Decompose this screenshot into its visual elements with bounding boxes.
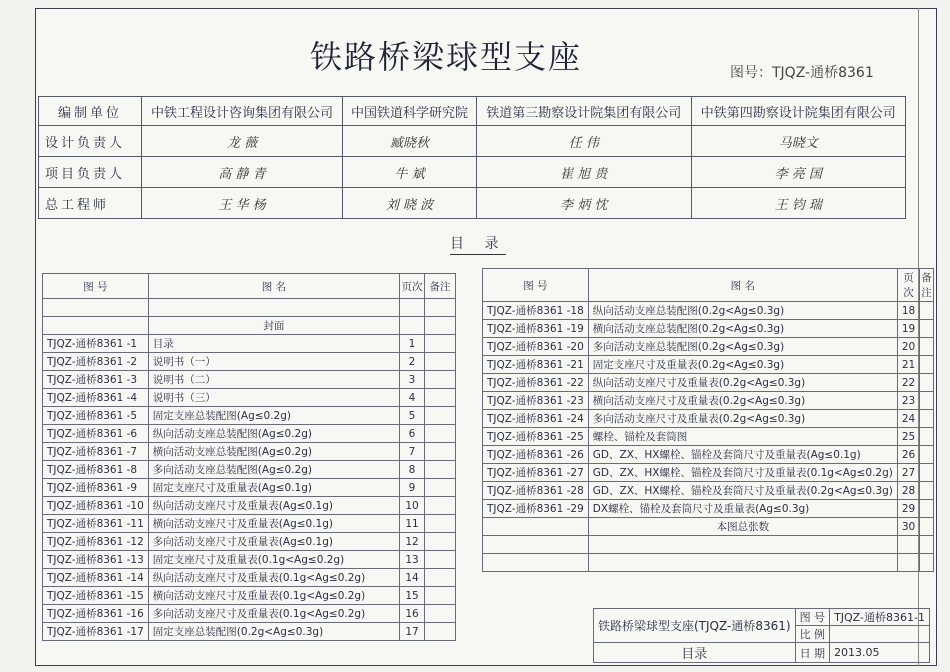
toc-drawing-no: TJQZ-通桥8361 -22 bbox=[483, 374, 589, 392]
toc-drawing-no: TJQZ-通桥8361 -29 bbox=[483, 500, 589, 518]
toc-remark bbox=[425, 497, 456, 515]
toc-page bbox=[400, 299, 425, 317]
toc-title: 目 录 bbox=[450, 233, 506, 255]
signature: 崔 旭 贵 bbox=[477, 157, 691, 188]
toc-row bbox=[43, 425, 456, 443]
toc-page: 25 bbox=[897, 428, 919, 446]
toc-row bbox=[483, 464, 934, 482]
toc-drawing-name: 纵向活动支座尺寸及重量表(0.1g<Ag≤0.2g) bbox=[148, 569, 399, 587]
toc-row bbox=[483, 428, 934, 446]
toc-remark bbox=[920, 320, 934, 338]
toc-drawing-name: 纵向活动支座尺寸及重量表(0.2g<Ag≤0.3g) bbox=[588, 374, 897, 392]
toc-drawing-no: TJQZ-通桥8361 -8 bbox=[43, 461, 149, 479]
document-title: 铁路桥梁球型支座 bbox=[310, 38, 583, 76]
toc-drawing-name: 多向活动支座尺寸及重量表(0.1g<Ag≤0.2g) bbox=[148, 605, 399, 623]
toc-row bbox=[43, 587, 456, 605]
toc-drawing-no bbox=[483, 554, 589, 572]
toc-drawing-name: 说明书（二） bbox=[148, 371, 399, 389]
toc-row bbox=[483, 356, 934, 374]
toc-page: 8 bbox=[400, 461, 425, 479]
toc-page: 11 bbox=[400, 515, 425, 533]
toc-drawing-no: TJQZ-通桥8361 -14 bbox=[43, 569, 149, 587]
toc-remark bbox=[920, 302, 934, 320]
toc-drawing-no: TJQZ-通桥8361 -9 bbox=[43, 479, 149, 497]
toc-drawing-no: TJQZ-通桥8361 -1 bbox=[43, 335, 149, 353]
toc-row bbox=[43, 407, 456, 425]
toc-drawing-name: 横向活动支座总装配图(Ag≤0.2g) bbox=[148, 443, 399, 461]
toc-page: 23 bbox=[897, 392, 919, 410]
toc-page: 13 bbox=[400, 551, 425, 569]
toc-drawing-no: TJQZ-通桥8361 -7 bbox=[43, 443, 149, 461]
title-block-drawing-no: TJQZ-通桥8361-1 bbox=[830, 609, 930, 626]
resp-row bbox=[39, 188, 906, 219]
toc-remark bbox=[425, 407, 456, 425]
signature: 王 华 杨 bbox=[142, 188, 343, 219]
toc-row bbox=[483, 518, 934, 536]
toc-drawing-name: 纵向活动支座尺寸及重量表(Ag≤0.1g) bbox=[148, 497, 399, 515]
toc-header-no: 图 号 bbox=[43, 274, 149, 299]
toc-remark bbox=[425, 425, 456, 443]
toc-page: 17 bbox=[400, 623, 425, 641]
resp-row-label: 设计负责人 bbox=[39, 126, 142, 157]
toc-page: 28 bbox=[897, 482, 919, 500]
resp-row-label: 项目负责人 bbox=[39, 157, 142, 188]
toc-remark bbox=[425, 353, 456, 371]
toc-row bbox=[43, 479, 456, 497]
responsibility-table bbox=[38, 96, 906, 219]
toc-row bbox=[43, 623, 456, 641]
toc-remark bbox=[425, 317, 456, 335]
toc-remark bbox=[425, 605, 456, 623]
toc-page: 29 bbox=[897, 500, 919, 518]
toc-remark bbox=[425, 371, 456, 389]
toc-row bbox=[483, 374, 934, 392]
toc-header-remark: 备注 bbox=[425, 274, 456, 299]
toc-page: 20 bbox=[897, 338, 919, 356]
title-block-sheet-title: 目录 bbox=[594, 643, 796, 663]
unit-4: 中铁第四勘察设计院集团有限公司 bbox=[691, 97, 905, 126]
toc-remark bbox=[425, 569, 456, 587]
toc-drawing-name bbox=[588, 554, 897, 572]
toc-drawing-name: 说明书（一） bbox=[148, 353, 399, 371]
toc-row bbox=[43, 371, 456, 389]
toc-remark bbox=[425, 515, 456, 533]
toc-drawing-no: TJQZ-通桥8361 -11 bbox=[43, 515, 149, 533]
toc-drawing-name: 固定支座总装配图(0.2g<Ag≤0.3g) bbox=[148, 623, 399, 641]
toc-page: 1 bbox=[400, 335, 425, 353]
toc-header-name: 图 名 bbox=[148, 274, 399, 299]
toc-row bbox=[483, 338, 934, 356]
toc-drawing-no bbox=[43, 299, 149, 317]
signature: 臧晓秋 bbox=[343, 126, 477, 157]
toc-table-right bbox=[482, 268, 934, 572]
signature: 龙 薇 bbox=[142, 126, 343, 157]
title-block-project: 铁路桥梁球型支座(TJQZ-通桥8361) bbox=[594, 609, 796, 643]
toc-drawing-name: 封面 bbox=[148, 317, 399, 335]
resp-header-label: 编制单位 bbox=[39, 97, 142, 126]
toc-remark bbox=[920, 500, 934, 518]
toc-page: 26 bbox=[897, 446, 919, 464]
toc-row bbox=[43, 551, 456, 569]
toc-page: 24 bbox=[897, 410, 919, 428]
toc-drawing-no: TJQZ-通桥8361 -17 bbox=[43, 623, 149, 641]
toc-page: 30 bbox=[897, 518, 919, 536]
toc-page: 12 bbox=[400, 533, 425, 551]
toc-drawing-name: 说明书（三） bbox=[148, 389, 399, 407]
toc-header-row bbox=[43, 274, 456, 299]
toc-page: 27 bbox=[897, 464, 919, 482]
toc-page: 16 bbox=[400, 605, 425, 623]
toc-drawing-name: 横向活动支座总装配图(0.2g<Ag≤0.3g) bbox=[588, 320, 897, 338]
toc-header-page: 页次 bbox=[400, 274, 425, 299]
toc-drawing-name: 固定支座尺寸及重量表(Ag≤0.1g) bbox=[148, 479, 399, 497]
title-block-label-no: 图 号 bbox=[795, 609, 830, 626]
toc-row bbox=[43, 569, 456, 587]
toc-row bbox=[483, 302, 934, 320]
toc-drawing-name: 固定支座尺寸及重量表(0.1g<Ag≤0.2g) bbox=[148, 551, 399, 569]
toc-row bbox=[43, 353, 456, 371]
toc-drawing-no: TJQZ-通桥8361 -19 bbox=[483, 320, 589, 338]
toc-drawing-name: 固定支座总装配图(Ag≤0.2g) bbox=[148, 407, 399, 425]
toc-drawing-name: GD、ZX、HX螺栓、锚栓及套筒尺寸及重量表(0.2g<Ag≤0.3g) bbox=[588, 482, 897, 500]
signature: 高 静 青 bbox=[142, 157, 343, 188]
toc-drawing-no: TJQZ-通桥8361 -15 bbox=[43, 587, 149, 605]
toc-remark bbox=[920, 410, 934, 428]
toc-remark bbox=[425, 299, 456, 317]
toc-row bbox=[43, 335, 456, 353]
resp-row-label: 总工程师 bbox=[39, 188, 142, 219]
toc-drawing-name: GD、ZX、HX螺栓、锚栓及套筒尺寸及重量表(Ag≤0.1g) bbox=[588, 446, 897, 464]
title-block-date: 2013.05 bbox=[830, 643, 930, 663]
toc-drawing-no bbox=[483, 518, 589, 536]
toc-drawing-name: 本图总张数 bbox=[588, 518, 897, 536]
toc-remark bbox=[425, 623, 456, 641]
signature: 任 伟 bbox=[477, 126, 691, 157]
toc-page bbox=[897, 554, 919, 572]
signature: 马晓文 bbox=[691, 126, 905, 157]
toc-row bbox=[43, 461, 456, 479]
toc-drawing-no: TJQZ-通桥8361 -6 bbox=[43, 425, 149, 443]
toc-drawing-no: TJQZ-通桥8361 -4 bbox=[43, 389, 149, 407]
toc-remark bbox=[920, 482, 934, 500]
title-block-label-date: 日 期 bbox=[795, 643, 830, 663]
toc-drawing-name: 多向活动支座总装配图(0.2g<Ag≤0.3g) bbox=[588, 338, 897, 356]
title-block-label-scale: 比 例 bbox=[795, 626, 830, 643]
toc-row bbox=[483, 482, 934, 500]
toc-drawing-no: TJQZ-通桥8361 -26 bbox=[483, 446, 589, 464]
toc-row bbox=[43, 515, 456, 533]
toc-remark bbox=[920, 464, 934, 482]
toc-remark bbox=[920, 536, 934, 554]
toc-row bbox=[43, 533, 456, 551]
toc-drawing-name: 多向活动支座尺寸及重量表(0.2g<Ag≤0.3g) bbox=[588, 410, 897, 428]
toc-remark bbox=[920, 338, 934, 356]
toc-drawing-name: GD、ZX、HX螺栓、锚栓及套筒尺寸及重量表(0.1g<Ag≤0.2g) bbox=[588, 464, 897, 482]
toc-remark bbox=[425, 443, 456, 461]
toc-page: 2 bbox=[400, 353, 425, 371]
toc-header-page: 页次 bbox=[897, 269, 919, 302]
toc-drawing-no: TJQZ-通桥8361 -10 bbox=[43, 497, 149, 515]
toc-row bbox=[483, 536, 934, 554]
signature: 李 亮 国 bbox=[691, 157, 905, 188]
toc-drawing-name bbox=[148, 299, 399, 317]
toc-header-row bbox=[483, 269, 934, 302]
resp-row bbox=[39, 126, 906, 157]
unit-3: 铁道第三勘察设计院集团有限公司 bbox=[477, 97, 691, 126]
toc-remark bbox=[920, 554, 934, 572]
toc-drawing-name: 纵向活动支座总装配图(0.2g<Ag≤0.3g) bbox=[588, 302, 897, 320]
unit-1: 中铁工程设计咨询集团有限公司 bbox=[142, 97, 343, 126]
toc-drawing-no: TJQZ-通桥8361 -28 bbox=[483, 482, 589, 500]
toc-drawing-no: TJQZ-通桥8361 -12 bbox=[43, 533, 149, 551]
toc-drawing-no bbox=[483, 536, 589, 554]
toc-remark bbox=[920, 428, 934, 446]
signature: 牛 斌 bbox=[343, 157, 477, 188]
toc-drawing-no: TJQZ-通桥8361 -25 bbox=[483, 428, 589, 446]
toc-remark bbox=[920, 392, 934, 410]
toc-drawing-no: TJQZ-通桥8361 -3 bbox=[43, 371, 149, 389]
signature: 李 炳 忱 bbox=[477, 188, 691, 219]
resp-row bbox=[39, 157, 906, 188]
toc-page: 19 bbox=[897, 320, 919, 338]
toc-drawing-no: TJQZ-通桥8361 -5 bbox=[43, 407, 149, 425]
signature: 刘 晓 波 bbox=[343, 188, 477, 219]
toc-remark bbox=[920, 446, 934, 464]
toc-drawing-no: TJQZ-通桥8361 -24 bbox=[483, 410, 589, 428]
toc-page: 5 bbox=[400, 407, 425, 425]
toc-drawing-no: TJQZ-通桥8361 -27 bbox=[483, 464, 589, 482]
toc-row bbox=[483, 410, 934, 428]
toc-page: 7 bbox=[400, 443, 425, 461]
toc-header-no: 图 号 bbox=[483, 269, 589, 302]
toc-row bbox=[483, 392, 934, 410]
toc-drawing-no: TJQZ-通桥8361 -20 bbox=[483, 338, 589, 356]
toc-drawing-no: TJQZ-通桥8361 -13 bbox=[43, 551, 149, 569]
title-block bbox=[593, 608, 930, 663]
toc-page: 14 bbox=[400, 569, 425, 587]
unit-2: 中国铁道科学研究院 bbox=[343, 97, 477, 126]
toc-header-remark: 备注 bbox=[920, 269, 934, 302]
toc-drawing-no: TJQZ-通桥8361 -23 bbox=[483, 392, 589, 410]
toc-row bbox=[43, 389, 456, 407]
toc-row bbox=[43, 317, 456, 335]
toc-row bbox=[43, 299, 456, 317]
toc-drawing-no: TJQZ-通桥8361 -21 bbox=[483, 356, 589, 374]
toc-page bbox=[897, 536, 919, 554]
toc-drawing-no: TJQZ-通桥8361 -2 bbox=[43, 353, 149, 371]
toc-page: 21 bbox=[897, 356, 919, 374]
toc-drawing-name bbox=[588, 536, 897, 554]
toc-page: 18 bbox=[897, 302, 919, 320]
toc-row bbox=[483, 446, 934, 464]
toc-remark bbox=[425, 479, 456, 497]
toc-row bbox=[483, 554, 934, 572]
drawing-number: 图号：TJQZ-通桥8361 bbox=[730, 65, 874, 81]
toc-page: 4 bbox=[400, 389, 425, 407]
title-block-scale bbox=[830, 626, 930, 643]
toc-row bbox=[483, 500, 934, 518]
toc-page: 6 bbox=[400, 425, 425, 443]
toc-drawing-name: 固定支座尺寸及重量表(0.2g<Ag≤0.3g) bbox=[588, 356, 897, 374]
toc-remark bbox=[425, 551, 456, 569]
toc-drawing-no bbox=[43, 317, 149, 335]
toc-remark bbox=[425, 389, 456, 407]
toc-page: 10 bbox=[400, 497, 425, 515]
toc-remark bbox=[920, 374, 934, 392]
resp-header-row bbox=[39, 97, 906, 126]
toc-table-left bbox=[42, 273, 456, 641]
toc-header-name: 图 名 bbox=[588, 269, 897, 302]
toc-drawing-name: DX螺栓、锚栓及套筒尺寸及重量表(Ag≤0.3g) bbox=[588, 500, 897, 518]
toc-remark bbox=[920, 356, 934, 374]
toc-drawing-no: TJQZ-通桥8361 -16 bbox=[43, 605, 149, 623]
toc-page bbox=[400, 317, 425, 335]
toc-row bbox=[43, 605, 456, 623]
toc-drawing-no: TJQZ-通桥8361 -18 bbox=[483, 302, 589, 320]
signature: 王 钧 瑞 bbox=[691, 188, 905, 219]
toc-remark bbox=[425, 587, 456, 605]
toc-drawing-name: 目录 bbox=[148, 335, 399, 353]
toc-drawing-name: 多向活动支座总装配图(Ag≤0.2g) bbox=[148, 461, 399, 479]
toc-row bbox=[43, 443, 456, 461]
toc-drawing-name: 横向活动支座尺寸及重量表(Ag≤0.1g) bbox=[148, 515, 399, 533]
toc-drawing-name: 横向活动支座尺寸及重量表(0.1g<Ag≤0.2g) bbox=[148, 587, 399, 605]
toc-page: 9 bbox=[400, 479, 425, 497]
toc-page: 15 bbox=[400, 587, 425, 605]
toc-drawing-name: 纵向活动支座总装配图(Ag≤0.2g) bbox=[148, 425, 399, 443]
toc-remark bbox=[425, 533, 456, 551]
toc-drawing-name: 多向活动支座尺寸及重量表(Ag≤0.1g) bbox=[148, 533, 399, 551]
toc-page: 3 bbox=[400, 371, 425, 389]
toc-page: 22 bbox=[897, 374, 919, 392]
toc-remark bbox=[425, 335, 456, 353]
toc-row bbox=[43, 497, 456, 515]
toc-drawing-name: 螺栓、锚栓及套筒图 bbox=[588, 428, 897, 446]
toc-remark bbox=[920, 518, 934, 536]
toc-remark bbox=[425, 461, 456, 479]
toc-drawing-name: 横向活动支座尺寸及重量表(0.2g<Ag≤0.3g) bbox=[588, 392, 897, 410]
toc-row bbox=[483, 320, 934, 338]
